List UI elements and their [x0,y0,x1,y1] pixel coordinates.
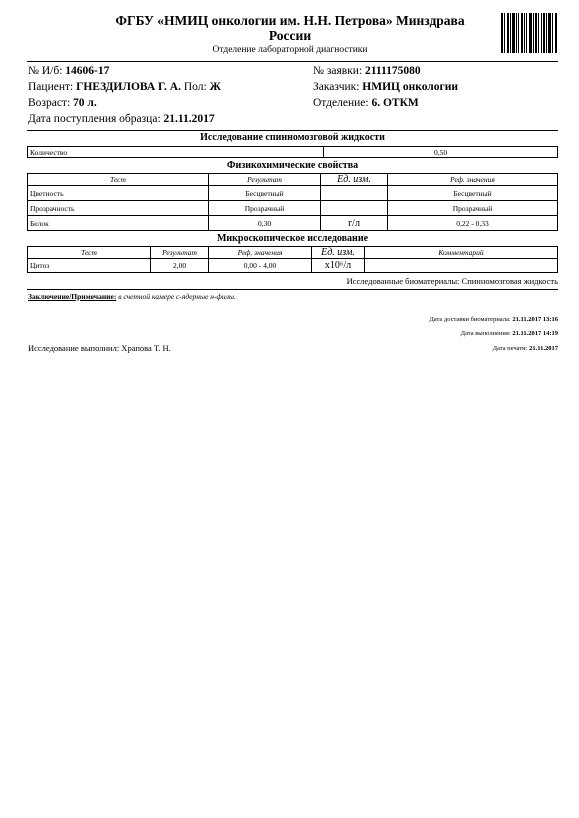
patient-age [28,97,97,109]
header-divider [27,61,558,62]
physchem-header-unit: Ед. изм. [321,174,388,186]
conclusion-label: Заключение/Примечание: [28,292,117,301]
done-date-value: 21.11.2017 14:19 [512,330,558,337]
micro-header-comment: Комментарий [365,247,558,259]
physchem-table [27,173,558,231]
physchem-result: Бесцветный [209,186,321,201]
physchem-header-test: Тест [28,174,209,186]
patient-name-label: Пациент: [28,81,74,93]
physchem-ref: Прозрачный [388,201,558,216]
table-header-row [28,174,558,186]
table-row [28,186,558,201]
patient-sex-label: Пол: [183,81,207,93]
physchem-ref: Бесцветный [388,186,558,201]
quantity-label: Количество [28,147,324,158]
micro-header-ref: Реф. значения [209,247,312,259]
physchem-header-ref: Реф. значения [388,174,558,186]
study-title: Исследование спинномозговой жидкости [200,132,385,143]
institution-title [100,13,480,43]
micro-header-result: Результат [151,247,209,259]
conclusion-text: в счетной камере с-ядерные н-филы. [118,292,236,301]
sample-received-label: Дата поступления образца: [28,113,161,125]
order-number-value: 2111175080 [365,65,421,77]
micro-test: Цитоз [28,259,151,273]
physchem-result: Прозрачный [209,201,321,216]
barcode-icon [501,13,557,53]
quantity-value: 0,50 [324,147,558,158]
table-header-row [28,247,558,259]
patient-id-value: 14606-17 [65,65,110,77]
institution-title-line1: ФГБУ «НМИЦ онкологии им. Н.Н. Петрова» Минздрава [115,13,465,28]
order-number-label: № заявки: [313,65,363,77]
patient-name [28,81,221,93]
physchem-title: Физикохимические свойства [226,160,359,171]
micro-title: Микроскопическое исследование [216,233,369,244]
physchem-test: Белок [28,216,209,231]
done-date-label: Дата выполнения: [460,330,511,337]
materials-divider [27,289,558,290]
order-department-label: Отделение: [313,97,369,109]
micro-table [27,246,558,273]
physchem-ref: 0,22 - 0,33 [388,216,558,231]
print-date-label: Дата печати: [492,345,528,352]
patient-age-value: 70 л. [73,97,97,109]
micro-header-test: Тест [28,247,151,259]
micro-comment [365,259,558,273]
table-row [28,147,558,158]
table-row [28,201,558,216]
order-department-value: 6. ОТКМ [371,97,419,109]
physchem-unit [321,201,388,216]
table-row [28,216,558,231]
delivery-date-label: Дата доставки биоматериала: [429,316,511,323]
sample-received-date [28,113,215,125]
patient-name-value: ГНЕЗДИЛОВА Г. А. [76,81,181,93]
table-row [28,259,558,273]
study-divider [27,130,558,131]
department-name: Отделение лабораторной диагностики [212,45,368,55]
print-date-value: 21.11.2017 [529,345,558,352]
micro-unit: х10⁶/л [312,259,365,273]
physchem-result: 0,30 [209,216,321,231]
physchem-unit [321,186,388,201]
physchem-unit: г/л [321,216,388,231]
patient-id [28,65,109,77]
physchem-test: Цветность [28,186,209,201]
institution-title-line2: России [268,28,312,43]
patient-id-label: № И/б: [28,65,63,77]
delivery-date [429,316,558,323]
order-customer [313,81,458,93]
patient-age-label: Возраст: [28,97,71,109]
performer: Исследование выполнил: Храпова Т. Н. [28,343,171,353]
order-customer-value: НМИЦ онкологии [362,81,458,93]
patient-sex-value: Ж [209,81,221,93]
delivery-date-value: 21.11.2017 13:16 [512,316,558,323]
conclusion [28,292,236,301]
print-date [493,345,558,352]
order-number [313,65,421,77]
order-customer-label: Заказчик: [313,81,360,93]
micro-header-unit: Ед. изм. [312,247,365,259]
micro-result: 2,00 [151,259,209,273]
order-department [313,97,419,109]
micro-ref: 0,00 - 4,00 [209,259,312,273]
physchem-header-result: Результат [209,174,321,186]
quantity-table [27,146,558,158]
sample-received-value: 21.11.2017 [163,113,215,125]
done-date [461,330,558,337]
physchem-test: Прозрачность [28,201,209,216]
biomaterials: Исследованные биоматериалы: Спинномозговая жидкость [346,276,558,286]
